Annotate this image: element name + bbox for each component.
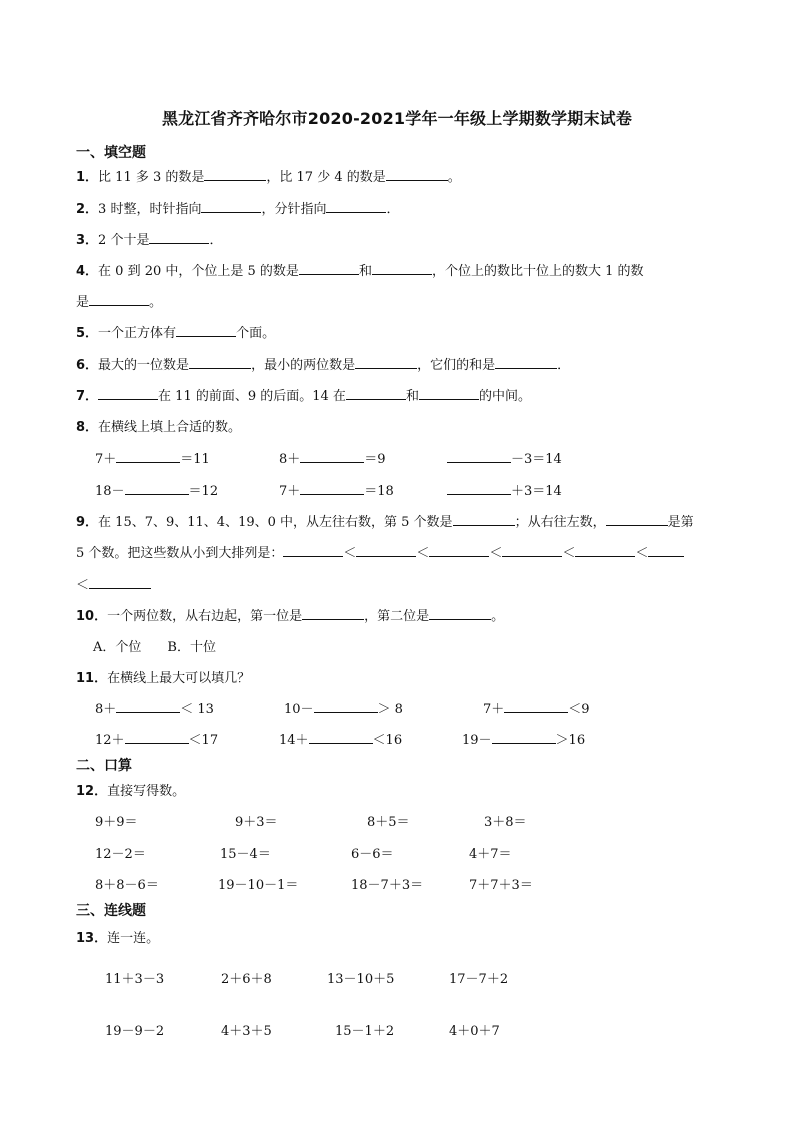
arithmetic-item[interactable]: 8＋8－6＝ [95, 878, 159, 893]
answer-blank[interactable] [447, 450, 511, 463]
inequality [462, 729, 585, 748]
question-text: 和 [405, 389, 419, 404]
question-number: 1． [76, 170, 99, 185]
question-text: 在 0 到 20 中，个位上是 5 的数是 [98, 264, 299, 279]
answer-blank[interactable] [502, 544, 562, 557]
arithmetic-item[interactable]: 9＋3＝ [235, 815, 278, 830]
answer-blank[interactable] [189, 356, 251, 369]
section-heading-matching: 三、连线题 [76, 903, 146, 919]
arithmetic-item[interactable]: 9＋9＝ [95, 815, 138, 830]
equation-text: 18－ [95, 484, 125, 499]
inequality [95, 698, 214, 717]
arithmetic-item[interactable]: 4＋7＝ [469, 847, 512, 862]
question-10 [76, 605, 504, 624]
question-text: 的中间。 [478, 389, 531, 404]
equation-text: 7＋ [95, 452, 117, 467]
question-text: 3 时整，时针指向 [98, 202, 202, 217]
answer-blank[interactable] [314, 700, 378, 713]
inequality-text: 8＋ [95, 702, 117, 717]
equation-text: ＋3＝14 [511, 484, 562, 499]
answer-blank[interactable] [346, 387, 406, 400]
question-3 [76, 229, 222, 248]
question-number: 2． [76, 202, 99, 217]
less-than-sign: ＜ [635, 546, 649, 561]
inequality-text: 19－ [462, 733, 492, 748]
question-5 [76, 322, 275, 341]
page-title: 黑龙江省齐齐哈尔市2020-2021学年一年级上学期数学期末试卷 [161, 109, 633, 128]
answer-blank[interactable] [606, 513, 668, 526]
question-number: 6． [76, 358, 99, 373]
section-heading-mental-math: 二、口算 [76, 758, 132, 774]
question-number: 5． [76, 326, 99, 341]
question-number: 4． [76, 264, 99, 279]
arithmetic-item[interactable]: 15－4＝ [220, 847, 271, 862]
matching-item-top[interactable]: 11＋3－3 [105, 972, 165, 987]
answer-blank[interactable] [492, 731, 556, 744]
equation-text: 8＋ [279, 452, 301, 467]
question-text: 。 [491, 609, 505, 624]
arithmetic-item[interactable]: 12－2＝ [95, 847, 146, 862]
arithmetic-item[interactable]: 3＋8＝ [484, 815, 527, 830]
question-13 [76, 927, 159, 946]
answer-blank[interactable] [429, 544, 489, 557]
question-text: 2 个十是 [98, 233, 150, 248]
inequality [284, 698, 403, 717]
answer-blank[interactable] [355, 356, 417, 369]
question-8 [76, 416, 241, 435]
matching-item-top[interactable]: 13－10＋5 [327, 972, 395, 987]
answer-blank[interactable] [447, 482, 511, 495]
answer-blank[interactable] [98, 387, 158, 400]
answer-blank[interactable] [356, 544, 416, 557]
question-text: ，比 17 少 4 的数是 [266, 170, 386, 185]
answer-blank[interactable] [372, 262, 432, 275]
inequality-text: 14＋ [279, 733, 309, 748]
equation [279, 448, 386, 467]
question-text: 和 [358, 264, 372, 279]
arithmetic-item[interactable]: 8＋5＝ [367, 815, 410, 830]
answer-blank[interactable] [648, 544, 684, 557]
question-text: 直接写得数。 [107, 784, 186, 799]
less-than-sign: ＜ [562, 546, 576, 561]
matching-item-bottom[interactable]: 19－9－2 [105, 1024, 165, 1039]
arithmetic-item[interactable]: 6－6＝ [351, 847, 394, 862]
equation [447, 448, 562, 467]
question-number: 8． [76, 420, 99, 435]
answer-blank[interactable] [300, 450, 364, 463]
answer-blank[interactable] [283, 544, 343, 557]
inequality-text: ＜17 [188, 733, 219, 748]
question-number: 7． [76, 389, 99, 404]
question-6 [76, 354, 570, 373]
question-12 [76, 780, 185, 799]
inequality [279, 729, 402, 748]
question-text: ，它们的和是 [417, 358, 496, 373]
answer-blank[interactable] [419, 387, 479, 400]
question-2 [76, 198, 399, 217]
question-text: 在横线上最大可以填几？ [107, 671, 251, 686]
question-number: 9． [76, 515, 99, 530]
equation-text: －3＝14 [511, 452, 562, 467]
answer-blank[interactable] [326, 200, 386, 213]
answer-blank[interactable] [429, 607, 491, 620]
less-than-sign: ＜ [343, 546, 357, 561]
question-text: ． [209, 233, 223, 248]
question-number: 13． [76, 931, 108, 946]
question-text: 一个正方体有 [98, 326, 177, 341]
question-1 [76, 166, 461, 185]
question-number: 12． [76, 784, 108, 799]
question-text: 5 个数。把这些数从小到大排列是： [76, 546, 284, 561]
question-text: ；从右往左数， [514, 515, 606, 530]
question-text: 最大的一位数是 [98, 358, 190, 373]
answer-blank[interactable] [386, 168, 448, 181]
answer-blank[interactable] [89, 576, 151, 589]
question-text: 比 11 多 3 的数是 [98, 170, 205, 185]
question-text: 是 [76, 295, 90, 310]
question-text: ． [386, 202, 400, 217]
question-text: ． [557, 358, 571, 373]
question-9 [76, 511, 694, 530]
question-text: ，分针指向 [261, 202, 327, 217]
answer-blank[interactable] [299, 262, 359, 275]
answer-blank[interactable] [125, 731, 189, 744]
matching-item-bottom[interactable]: 15－1＋2 [335, 1024, 395, 1039]
arithmetic-item[interactable]: 19－10－1＝ [218, 878, 299, 893]
inequality-text: ＞ 8 [377, 702, 403, 717]
question-text: 在 15、7、9、11、4、19、0 中，从左往右数，第 5 个数是 [98, 515, 453, 530]
inequality-text: ＜ 13 [180, 702, 214, 717]
question-text: 是第 [667, 515, 694, 530]
matching-item-bottom[interactable]: 4＋0＋7 [449, 1024, 500, 1039]
question-10-options: A．个位 B．十位 [93, 640, 216, 655]
equation-text: ＝12 [188, 484, 219, 499]
matching-item-top[interactable]: 2＋6＋8 [221, 972, 272, 987]
question-4-continued [76, 291, 162, 310]
answer-blank[interactable] [89, 293, 149, 306]
question-text: 。 [149, 295, 163, 310]
inequality [483, 698, 590, 717]
question-number: 10． [76, 609, 108, 624]
answer-blank[interactable] [302, 607, 364, 620]
question-9-ordering-continued [76, 574, 151, 593]
question-text: 连一连。 [107, 931, 160, 946]
equation-text: ＝9 [364, 452, 386, 467]
question-text: ，最小的两位数是 [251, 358, 356, 373]
inequality-text: 7＋ [483, 702, 505, 717]
answer-blank[interactable] [176, 324, 236, 337]
answer-blank[interactable] [116, 450, 180, 463]
question-text: 一个两位数，从右边起，第一位是 [107, 609, 303, 624]
answer-blank[interactable] [575, 544, 635, 557]
less-than-sign: ＜ [416, 546, 430, 561]
arithmetic-item[interactable]: 7＋7＋3＝ [469, 878, 533, 893]
answer-blank[interactable] [300, 482, 364, 495]
answer-blank[interactable] [125, 482, 189, 495]
equation-text: 7＋ [279, 484, 301, 499]
inequality [95, 729, 218, 748]
question-text: 在 11 的前面、9 的后面。14 在 [158, 389, 346, 404]
question-text: ，第二位是 [364, 609, 430, 624]
inequality-text: 10－ [284, 702, 314, 717]
equation [95, 480, 218, 499]
matching-item-top[interactable]: 17－7＋2 [449, 972, 509, 987]
inequality-text: ＞16 [555, 733, 586, 748]
question-7 [76, 385, 531, 404]
section-heading-fill-blank: 一、填空题 [76, 145, 146, 161]
question-number: 11． [76, 671, 108, 686]
less-than-sign: ＜ [489, 546, 503, 561]
question-9-ordering [76, 542, 684, 561]
question-number: 3． [76, 233, 99, 248]
matching-item-bottom[interactable]: 4＋3＋5 [221, 1024, 272, 1039]
question-text: 。 [447, 170, 461, 185]
inequality-text: ＜9 [568, 702, 590, 717]
answer-blank[interactable] [495, 356, 557, 369]
equation-text: ＝18 [364, 484, 394, 499]
less-than-sign: ＜ [76, 578, 90, 593]
question-text: 在横线上填上合适的数。 [98, 420, 242, 435]
equation [279, 480, 394, 499]
equation-text: ＝11 [180, 452, 210, 467]
equation [95, 448, 210, 467]
equation [447, 480, 562, 499]
answer-blank[interactable] [204, 168, 266, 181]
answer-blank[interactable] [149, 231, 209, 244]
question-11 [76, 667, 250, 686]
question-text: ，个位上的数比十位上的数大 1 的数 [431, 264, 644, 279]
inequality-text: 12＋ [95, 733, 125, 748]
question-4 [76, 260, 644, 279]
answer-blank[interactable] [453, 513, 515, 526]
arithmetic-item[interactable]: 18－7＋3＝ [351, 878, 424, 893]
answer-blank[interactable] [504, 700, 568, 713]
question-text: 个面。 [236, 326, 276, 341]
answer-blank[interactable] [116, 700, 180, 713]
inequality-text: ＜16 [372, 733, 403, 748]
answer-blank[interactable] [309, 731, 373, 744]
answer-blank[interactable] [201, 200, 261, 213]
